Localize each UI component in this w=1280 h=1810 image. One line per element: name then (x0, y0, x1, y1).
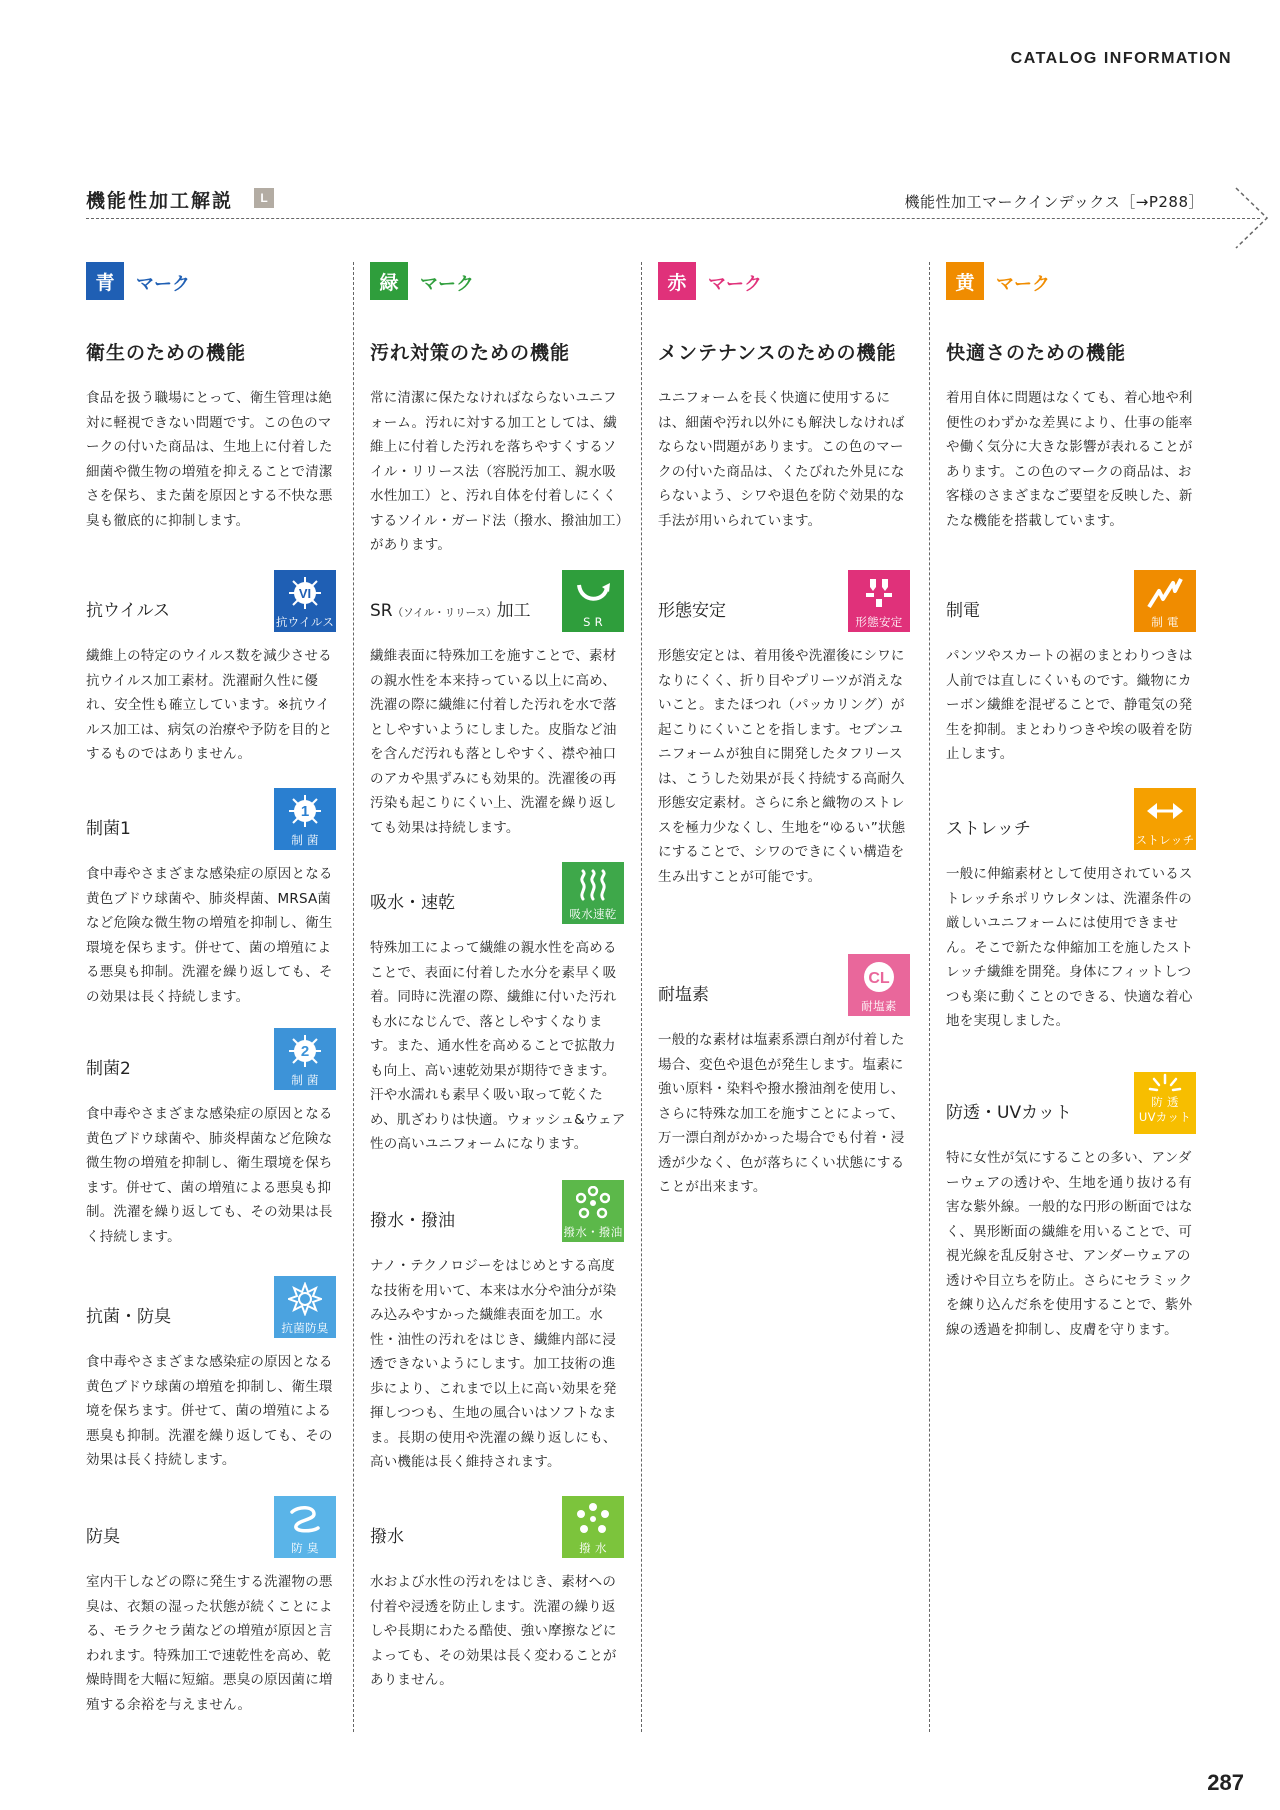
column-green (370, 262, 628, 1688)
antibacterial-deodorant-icon: 抗菌防臭 (274, 1276, 336, 1338)
mark-label: マーク (136, 274, 190, 295)
soil-release-icon: S R (562, 570, 624, 632)
shape-stability-icon: 形態安定 (848, 570, 910, 632)
feature-description: 形態安定とは、着用後や洗濯後にシワになりにくく、折り目やプリーツが消えないこと。またほつれ（パッカリング）が起こりにくいことを指します。セブンユニフォームが独自に開発したタフリースは、こうした効果が長く持続する高耐久形態安定素材。さらに糸と織物のストレスを極力少なくし、生地を“ゆるい”状態にすることで、シワのできにくい構造を生み出すことが可能です。 (658, 648, 906, 885)
feature-name: ストレッチ (946, 819, 1031, 839)
feature-name: 撥水・撥油 (370, 1211, 455, 1231)
feature-description: 室内干しなどの際に発生する洗濯物の悪臭は、衣類の湿った状態が続くことによる、モラクセラ菌などの増殖が原因と言われます。特殊加工で速乾性を高め、乾燥時間を大幅に短縮。悪臭の原因菌に増殖する余裕を与えません。 (86, 1574, 333, 1713)
column-yellow (946, 262, 1200, 1338)
svg-text:2: 2 (300, 1042, 310, 1060)
mark-square: 黄 (946, 262, 984, 300)
feature-name: 形態安定 (658, 601, 726, 621)
column-red (658, 262, 914, 1195)
svg-text:CL: CL (868, 969, 890, 987)
antivirus-icon: VI 抗ウイルス (274, 570, 336, 632)
header-divider (86, 218, 1260, 219)
category-intro: 食品を扱う職場にとって、衛生管理は絶対に軽視できない問題です。この色のマークの付いた商品は、生地上に付着した細菌や微生物の増殖を抑えることで清潔さを保ち、また菌を原因とする不快な悪臭も徹底的に抑制します。 (86, 390, 333, 529)
antistatic-icon: 制 電 (1134, 570, 1196, 632)
column-separator (929, 262, 930, 1732)
category-intro: ユニフォームを長く快適に使用するには、細菌や汚れ以外にも解決しなければならない問題があります。この色のマークの付いた商品は、くたびれた外見にならないよう、シワや退色を防ぐ効果的な手法が用いられています。 (658, 390, 905, 529)
category-intro: 常に清潔に保たなければならないユニフォーム。汚れに対する加工としては、繊維上に付着した汚れを落ちやすくするソイル・リリース法（容脱汚加工、親水吸水性加工）と、汚れ自体を付着しにくくするソイル・ガード法（撥水、撥油加工）があります。 (370, 390, 623, 553)
feature-description: 特に女性が気にすることの多い、アンダーウェアの透けや、生地を通り抜ける有害な紫外線。一般的な円形の断面ではなく、異形断面の繊維を用いることで、可視光線を乱反射させ、アンダーウェアの透けや目立ちを防止。さらにセラミックを練り込んだ糸を使用することで、紫外線の透過を抑制し、皮膚を守ります。 (946, 1150, 1193, 1338)
mark-label: マーク (420, 274, 474, 295)
category-title: 快適さのための機能 (946, 342, 1127, 364)
column-blue (86, 262, 340, 1713)
feature-name: 防臭 (86, 1527, 120, 1547)
feature-description: 食中毒やさまざまな感染症の原因となる黄色ブドウ球菌や、肺炎桿菌、MRSA菌など危険な微生物の増殖を抑制し、衛生環境を保ちます。併せて、菌の増殖による悪臭も抑制。洗濯を繰り返しても、その効果は長く持続します。 (86, 866, 333, 1005)
catalog-info-label: CATALOG INFORMATION (1010, 50, 1232, 67)
column-separator (641, 262, 642, 1732)
feature-description: 繊維表面に特殊加工を施すことで、素材の親水性を本来持っている以上に高め、洗濯の際に繊維に付着した汚れを水で落としやすいようにしました。皮脂など油を含んだ汚れも落としやすく、襟や袖口のアカや黒ずみにも効果的。洗濯後の再汚染も起こりにくい上、洗濯を繰り返しても効果は持続します。 (370, 648, 617, 836)
svg-text:VI: VI (298, 585, 312, 601)
feature-description: 食中毒やさまざまな感染症の原因となる黄色ブドウ球菌や、肺炎桿菌など危険な微生物の増殖を抑制し、衛生環境を保ちます。併せて、菌の増殖による悪臭も抑制。洗濯を繰り返しても、その効果は長く持続します。 (86, 1106, 333, 1245)
feature-description: 繊維上の特定のウイルス数を減少させる抗ウイルス加工素材。洗濯耐久性に優れ、安全性も確立しています。※抗ウイルス加工は、病気の治療や予防を目的とするものではありません。 (86, 648, 333, 762)
water-repellent-icon: 撥 水 (562, 1496, 624, 1558)
feature-name: 吸水・速乾 (370, 893, 455, 913)
page-number: 287 (1207, 1770, 1244, 1795)
mark-label: マーク (996, 274, 1050, 295)
feature-name: 制電 (946, 601, 980, 621)
antibacterial-1-icon: 1 制 菌 (274, 788, 336, 850)
feature-description: 一般的な素材は塩素系漂白剤が付着した場合、変色や退色が発生します。塩素に強い原料・染料や撥水撥油剤を使用し、さらに特殊な加工を施すことによって、万一漂白剤がかかった場合でも付着・浸透が少なく、色が落ちにくい状態にすることが出来ます。 (658, 1032, 905, 1195)
chevron-right-icon (1234, 186, 1270, 250)
category-title: 衛生のための機能 (86, 342, 247, 364)
feature-name: 制菌2 (86, 1059, 131, 1079)
stretch-icon: ストレッチ (1134, 788, 1196, 850)
mark-square: 緑 (370, 262, 408, 300)
column-separator (353, 262, 354, 1732)
mark-square: 赤 (658, 262, 696, 300)
antibacterial-2-icon: 2 制 菌 (274, 1028, 336, 1090)
feature-name: 抗菌・防臭 (86, 1307, 171, 1327)
mark-index-link[interactable]: 機能性加工マークインデックス［→P288］ (904, 193, 1204, 211)
mark-label: マーク (708, 274, 762, 295)
quick-dry-icon: 吸水速乾 (562, 862, 624, 924)
feature-description: 一般に伸縮素材として使用されているストレッチ糸ポリウレタンは、洗濯条件の厳しいユニフォームには使用できません。そこで新たな伸縮加工を施したストレッチ繊維を開発。身体にフィットしつつも楽に動くことのできる、快適な着心地を実現しました。 (946, 866, 1194, 1029)
deodorant-icon: 防 臭 (274, 1496, 336, 1558)
category-title: 汚れ対策のための機能 (370, 342, 571, 364)
feature-name: 抗ウイルス (86, 601, 170, 621)
feature-description: ナノ・テクノロジーをはじめとする高度な技術を用いて、本来は水分や油分が染み込みやすかった繊維表面を加工。水性・油性の汚れをはじき、繊維内部に浸透できないようにします。加工技術の進歩により、これまで以上に高い効果を発揮しつつも、生地の風合いはソフトなまま。長期の使用や洗濯の繰り返しにも、高い機能は長く維持されます。 (370, 1258, 617, 1470)
section-title: 機能性加工解説 (86, 190, 234, 212)
feature-description: 食中毒やさまざまな感染症の原因となる黄色ブドウ球菌の増殖を抑制し、衛生環境を保ちます。併せて、菌の増殖による悪臭も抑制。洗濯を繰り返しても、その効果は長く持続します。 (86, 1354, 333, 1468)
feature-description: 水および水性の汚れをはじき、素材への付着や浸透を防止します。洗濯の繰り返しや長期にわたる酷使、強い摩擦などによっても、その効果は長く変わることがありません。 (370, 1574, 617, 1688)
feature-name: 耐塩素 (658, 985, 709, 1005)
svg-text:1: 1 (300, 802, 310, 820)
feature-description: 特殊加工によって繊維の親水性を高めることで、表面に付着した水分を素早く吸着。同時に洗濯の際、繊維に付いた汚れも水になじんで、落としやすくなります。また、通水性を高めることで拡散力も向上、高い速乾効果が期待できます。汗や水濡れも素早く吸い取って乾くため、肌ざわりは快適。ウォッシュ&ウェア性の高いユニフォームになります。 (370, 940, 626, 1152)
feature-name: 撥水 (370, 1527, 404, 1547)
category-intro: 着用自体に問題はなくても、着心地や利便性のわずかな差異により、仕事の能率や働く気分に大きな影響が表れることがあります。この色のマークの商品は、お客様のさまざまなご要望を反映した、新たな機能を搭載しています。 (946, 390, 1193, 529)
feature-name: SR（ソイル・リリース）加工 (370, 601, 531, 621)
section-badge: L (254, 188, 274, 208)
feature-name: 制菌1 (86, 819, 131, 839)
feature-description: パンツやスカートの裾のまとわりつきは人前では直しにくいものです。織物にカーボン繊維を混ぜることで、静電気の発生を抑制。まとわりつきや埃の吸着を防止します。 (946, 648, 1193, 762)
feature-name: 防透・UVカット (946, 1103, 1072, 1123)
water-oil-repellent-icon: 撥水・撥油 (562, 1180, 624, 1242)
uv-cut-icon: 防 透 UVカット (1134, 1072, 1196, 1134)
mark-square: 青 (86, 262, 124, 300)
category-title: メンテナンスのための機能 (658, 342, 897, 364)
chlorine-resistant-icon: CL 耐塩素 (848, 954, 910, 1016)
